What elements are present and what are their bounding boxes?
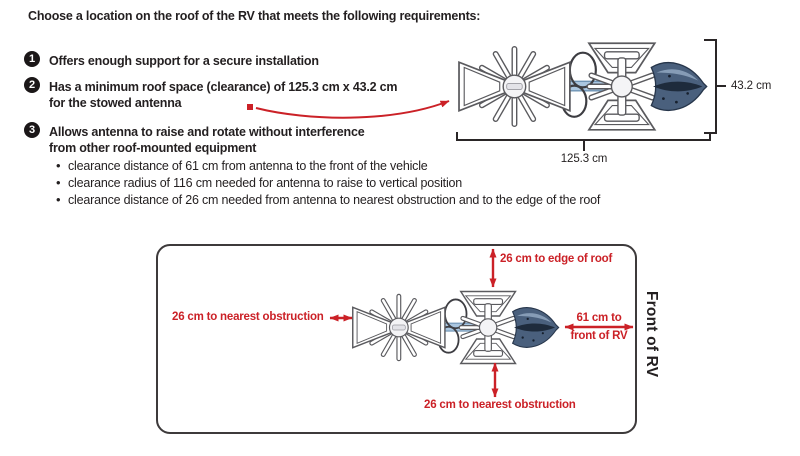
requirement-2-number-badge: 2 [24, 77, 40, 93]
front-clearance-label-line2: front of RV [570, 330, 628, 342]
page-title: Choose a location on the roof of the RV that meets the following requirements: [28, 9, 481, 23]
bullet-item: • clearance distance of 61 cm from antenna to the front of the vehicle [56, 158, 600, 175]
left-clearance-label: 26 cm to nearest obstruction [172, 311, 324, 323]
bottom-clearance-label: 26 cm to nearest obstruction [424, 399, 576, 411]
requirement-3-text: Allows antenna to raise and rotate without interference from other roof-mounted equipment [49, 125, 365, 155]
top-clearance-label: 26 cm to edge of roof [500, 253, 613, 265]
bullet-item: • clearance radius of 116 cm needed for antenna to raise to vertical position [56, 175, 600, 192]
requirement-3-number-badge: 3 [24, 122, 40, 138]
stowed-antenna-illustration [452, 38, 712, 135]
requirement-1-number-badge: 1 [24, 51, 40, 67]
front-clearance-label-line1: 61 cm to [576, 312, 622, 324]
front-of-rv-label: Front of RV [643, 291, 660, 378]
bullet-item: • clearance distance of 26 cm needed from antenna to nearest obstruction and to the edge of the roof [56, 192, 600, 209]
roof-antenna-illustration [347, 287, 563, 368]
width-dimension-label: 125.3 cm [560, 153, 608, 165]
clearance-bullet-list [56, 158, 600, 208]
requirement-2-text: Has a minimum roof space (clearance) of 125.3 cm x 43.2 cm for the stowed antenna [49, 80, 398, 110]
height-dimension-label: 43.2 cm [731, 80, 772, 92]
requirement-1-text: Offers enough support for a secure installation [49, 54, 319, 68]
